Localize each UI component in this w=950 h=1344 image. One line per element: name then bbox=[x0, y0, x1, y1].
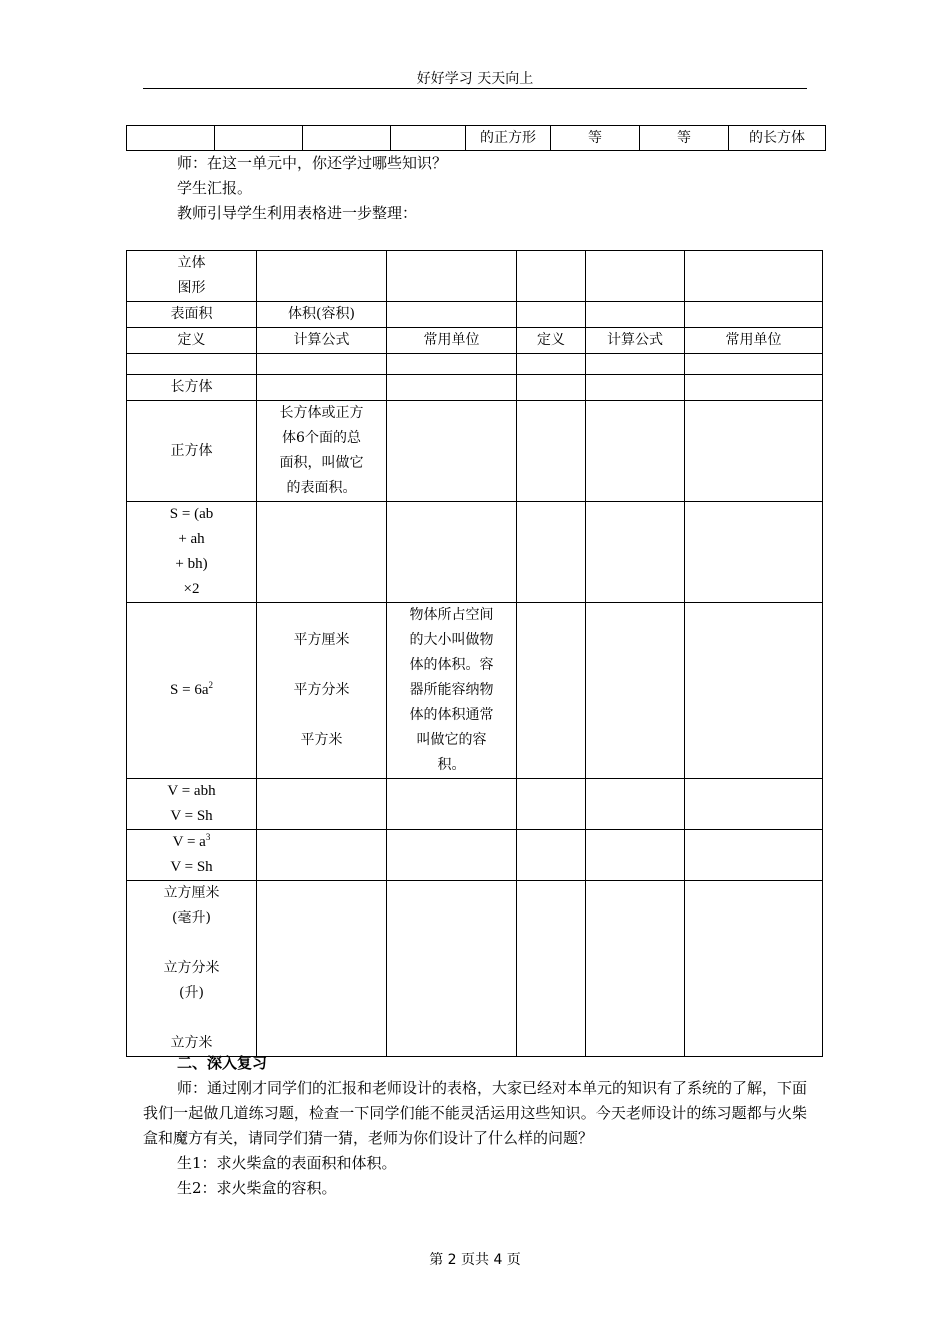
unit-line: (毫升) bbox=[172, 910, 211, 926]
cell-line: 的大小叫做物 bbox=[409, 632, 494, 648]
table-cell bbox=[127, 881, 257, 1057]
student-answer-1: 生1：求火柴盒的表面积和体积。 bbox=[177, 1154, 397, 1172]
table-row bbox=[127, 401, 823, 502]
table-cell bbox=[517, 881, 586, 1057]
table-cell bbox=[586, 779, 685, 830]
table-cell bbox=[685, 401, 823, 502]
unit-line: (升) bbox=[179, 985, 204, 1001]
table-cell bbox=[127, 354, 257, 375]
table-cell bbox=[257, 375, 387, 401]
cell-line: 叫做它的容 bbox=[416, 732, 487, 748]
table-cell bbox=[586, 375, 685, 401]
formula-line: S = (ab bbox=[169, 506, 214, 522]
table-cell bbox=[127, 603, 257, 779]
table-row bbox=[127, 302, 823, 328]
unit-line: 平方分米 bbox=[293, 682, 350, 698]
table-cell: 的正方形 bbox=[466, 126, 551, 151]
header-rule bbox=[143, 88, 807, 89]
table-cell bbox=[517, 830, 586, 881]
formula-line: + bh) bbox=[175, 556, 208, 572]
table-cell bbox=[517, 354, 586, 375]
table-cell bbox=[127, 830, 257, 881]
table-cell bbox=[387, 830, 517, 881]
page-header: 好好学习 天天向上 bbox=[416, 71, 534, 87]
table-cell bbox=[257, 830, 387, 881]
table-cell bbox=[215, 126, 303, 151]
unit-line: 立方分米 bbox=[163, 960, 220, 976]
spacer bbox=[127, 1006, 256, 1031]
table-cell bbox=[685, 502, 823, 603]
cell-line: 图形 bbox=[177, 280, 206, 296]
intro-line-3: 教师引导学生利用表格进一步整理： bbox=[177, 204, 418, 222]
spacer bbox=[257, 703, 386, 728]
formula-line: $V = a^3$ bbox=[172, 832, 211, 850]
table-cell: 的长方体 bbox=[729, 126, 826, 151]
section-heading: 二、深入复习 bbox=[177, 1054, 268, 1072]
table-cell bbox=[685, 375, 823, 401]
table-row bbox=[127, 830, 823, 881]
table-cell bbox=[127, 502, 257, 603]
table-row bbox=[127, 375, 823, 401]
table-cell: 体积(容积) bbox=[257, 302, 387, 328]
table-cell bbox=[127, 251, 257, 302]
table-cell bbox=[685, 779, 823, 830]
table-cell bbox=[257, 251, 387, 302]
table-cell: 常用单位 bbox=[387, 328, 517, 354]
table-cell bbox=[586, 830, 685, 881]
intro-line-2: 学生汇报。 bbox=[177, 179, 253, 197]
table-cell bbox=[127, 779, 257, 830]
top-table-fragment bbox=[126, 125, 826, 151]
table-cell bbox=[517, 603, 586, 779]
cell-line: 体的体积。容 bbox=[409, 657, 494, 673]
table-cell bbox=[517, 779, 586, 830]
table-cell bbox=[685, 603, 823, 779]
table-row bbox=[127, 328, 823, 354]
table-cell: 计算公式 bbox=[586, 328, 685, 354]
cell-line: 长方体或正方 bbox=[279, 405, 364, 421]
table-cell bbox=[685, 354, 823, 375]
table-cell: 表面积 bbox=[127, 302, 257, 328]
formula-line: + ah bbox=[178, 531, 205, 547]
spacer bbox=[257, 653, 386, 678]
formula-line: V = Sh bbox=[170, 859, 213, 875]
table-cell bbox=[257, 502, 387, 603]
table-row bbox=[127, 603, 823, 779]
table-cell bbox=[517, 375, 586, 401]
section-paragraph: 师：通过刚才同学们的汇报和老师设计的表格，大家已经对本单元的知识有了系统的了解，下面我们一起做几道练习题，检查一下同学们能不能灵活运用这些知识。今天老师设计的练习题都与火柴盒和魔方有关，请同学们猜一猜，老师为你们设计了什么样的问题？ bbox=[143, 1079, 808, 1147]
unit-line: 立方米 bbox=[170, 1035, 213, 1051]
table-cell bbox=[257, 401, 387, 502]
table-cell: 定义 bbox=[127, 328, 257, 354]
table-cell bbox=[387, 881, 517, 1057]
cell-line: 体的体积通常 bbox=[409, 707, 494, 723]
student-answer-2: 生2：求火柴盒的容积。 bbox=[177, 1179, 337, 1197]
table-row bbox=[127, 881, 823, 1057]
table-cell bbox=[586, 302, 685, 328]
table-cell bbox=[586, 251, 685, 302]
table-cell bbox=[303, 126, 391, 151]
table-cell bbox=[387, 603, 517, 779]
table-cell bbox=[387, 354, 517, 375]
table-row bbox=[127, 502, 823, 603]
cell-line: 积。 bbox=[437, 757, 466, 773]
table-cell bbox=[685, 251, 823, 302]
formula-line: ×2 bbox=[183, 581, 200, 597]
formula-line: V = Sh bbox=[170, 808, 213, 824]
table-cell: 等 bbox=[640, 126, 729, 151]
cell-line: 器所能容纳物 bbox=[409, 682, 494, 698]
table-cell bbox=[257, 603, 387, 779]
table-cell bbox=[586, 502, 685, 603]
table-cell bbox=[517, 251, 586, 302]
table-cell bbox=[586, 401, 685, 502]
table-cell: 长方体 bbox=[127, 375, 257, 401]
table-cell bbox=[387, 779, 517, 830]
table-row bbox=[127, 126, 826, 151]
unit-line: 立方厘米 bbox=[163, 885, 220, 901]
table-cell bbox=[387, 375, 517, 401]
cell-line: 体6个面的总 bbox=[282, 430, 361, 446]
table-cell bbox=[257, 354, 387, 375]
table-cell bbox=[391, 126, 466, 151]
table-cell bbox=[685, 881, 823, 1057]
table-cell bbox=[586, 354, 685, 375]
table-cell bbox=[586, 881, 685, 1057]
table-cell bbox=[127, 126, 215, 151]
summary-table bbox=[126, 250, 823, 1057]
table-row bbox=[127, 779, 823, 830]
unit-line: 平方米 bbox=[300, 732, 343, 748]
intro-line-1: 师：在这一单元中，你还学过哪些知识？ bbox=[177, 154, 448, 172]
page-number: 第 2 页共 4 页 bbox=[429, 1252, 521, 1268]
table-cell bbox=[517, 401, 586, 502]
table-cell bbox=[685, 302, 823, 328]
cell-line: 物体所占空间 bbox=[409, 607, 494, 623]
table-cell bbox=[517, 502, 586, 603]
table-cell: 正方体 bbox=[127, 401, 257, 502]
table-cell bbox=[257, 881, 387, 1057]
formula-line: V = abh bbox=[167, 783, 216, 799]
formula: $S = 6a^2$ bbox=[170, 680, 213, 698]
table-cell bbox=[387, 502, 517, 603]
table-row bbox=[127, 251, 823, 302]
table-cell: 常用单位 bbox=[685, 328, 823, 354]
unit-line: 平方厘米 bbox=[293, 632, 350, 648]
table-cell bbox=[517, 302, 586, 328]
cell-line: 的表面积。 bbox=[286, 480, 357, 496]
table-cell bbox=[586, 603, 685, 779]
table-cell bbox=[387, 302, 517, 328]
cell-line: 面积，叫做它 bbox=[279, 455, 364, 471]
table-cell bbox=[257, 779, 387, 830]
table-cell: 定义 bbox=[517, 328, 586, 354]
table-cell bbox=[685, 830, 823, 881]
table-cell: 计算公式 bbox=[257, 328, 387, 354]
table-cell bbox=[387, 401, 517, 502]
table-cell bbox=[387, 251, 517, 302]
table-cell: 等 bbox=[551, 126, 640, 151]
table-row bbox=[127, 354, 823, 375]
spacer bbox=[127, 931, 256, 956]
cell-line: 立体 bbox=[177, 255, 206, 271]
